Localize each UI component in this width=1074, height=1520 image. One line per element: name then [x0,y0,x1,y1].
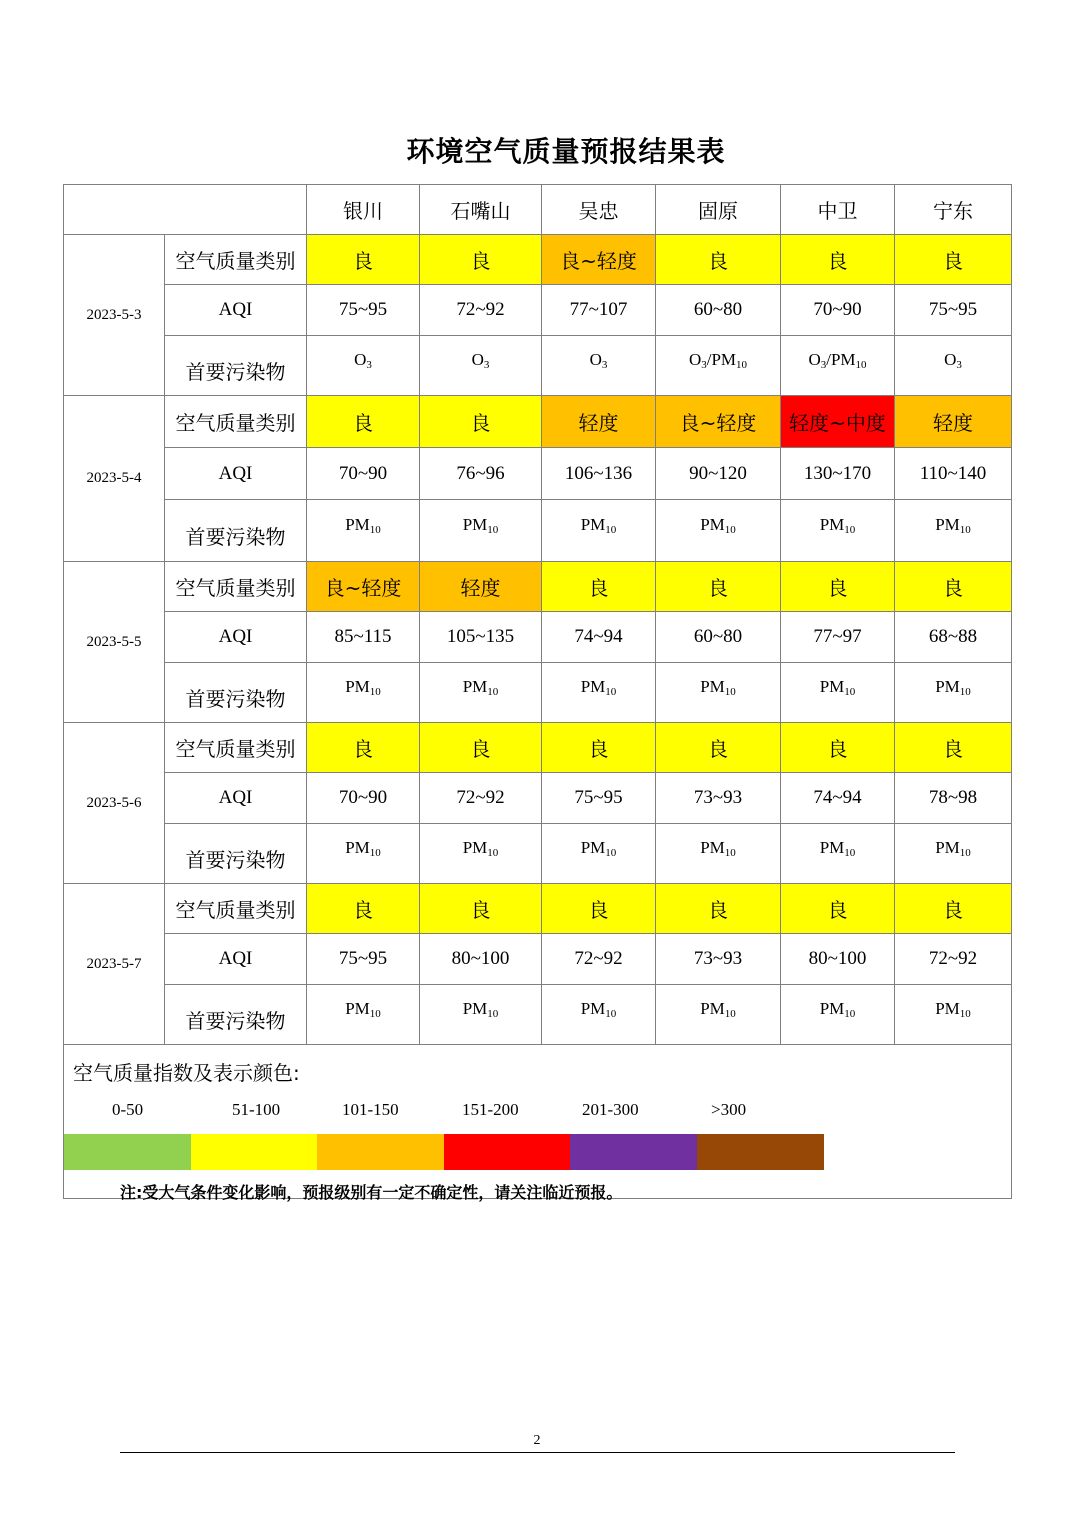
pollutant-sub: 3 [601,358,608,371]
category-cell: 良 [781,235,895,285]
aqi-cell: 72~92 [420,285,542,336]
legend-range-label: 0-50 [112,1100,144,1119]
category-row [64,396,1012,448]
pollutant-text [820,515,856,534]
legend-color-swatch [444,1134,571,1170]
pollutant-sub: 3 [820,358,827,371]
aqi-cell: 73~93 [656,773,781,824]
pollutant-main: PM [700,514,725,534]
pollutant-cell [307,336,420,396]
pollutant-cell [656,663,781,723]
pollutant-main: PM [580,837,606,857]
pollutant-label: 首要污染物 [165,985,307,1045]
pollutant-tail: /PM [826,349,856,369]
pollutant-sub: 10 [605,685,617,698]
pollutant-sub: 10 [844,685,856,698]
pollutant-sub: 3 [701,358,707,371]
aqi-cell: 105~135 [420,612,542,663]
pollutant-text [581,515,617,534]
pollutant-cell [420,663,542,723]
header-corner [64,185,307,235]
pollutant-cell [307,824,420,884]
pollutant-sub: 10 [369,846,381,859]
aqi-cell: 68~88 [895,612,1012,663]
pollutant-sub2: 10 [736,358,748,371]
legend-range-label: 151-200 [462,1100,519,1119]
pollutant-main: PM [580,676,606,696]
category-label: 空气质量类别 [165,235,307,285]
pollutant-main: PM [580,514,606,534]
pollutant-text [581,838,617,857]
aqi-cell: 70~90 [781,285,895,336]
aqi-row [64,612,1012,663]
pollutant-main: PM [345,837,370,857]
pollutant-sub: 10 [605,523,617,536]
pollutant-text [689,350,747,369]
pollutant-main: PM [700,998,725,1018]
pollutant-cell [895,985,1012,1045]
pollutant-sub: 10 [959,685,971,698]
category-cell: 良 [420,235,542,285]
pollutant-sub: 10 [487,523,499,536]
aqi-cell: 110~140 [895,448,1012,500]
pollutant-main: PM [935,676,960,696]
category-row [64,723,1012,773]
aqi-cell: 72~92 [895,934,1012,985]
pollutant-text [820,838,856,857]
pollutant-label: 首要污染物 [165,824,307,884]
pollutant-sub: 10 [959,523,971,536]
category-cell: 良 [420,723,542,773]
pollutant-text [345,677,381,696]
category-row [64,562,1012,612]
pollutant-cell [542,985,656,1045]
pollutant-label: 首要污染物 [165,336,307,396]
city-header: 银川 [307,185,420,235]
aqi-cell: 75~95 [542,773,656,824]
pollutant-sub: 10 [844,1007,856,1020]
pollutant-cell [781,500,895,562]
pollutant-label: 首要污染物 [165,663,307,723]
aqi-cell: 72~92 [542,934,656,985]
category-cell: 良~轻度 [656,396,781,448]
aqi-cell: 77~97 [781,612,895,663]
legend-color-swatch [570,1134,697,1170]
category-cell: 轻度~中度 [781,396,895,448]
category-cell: 良 [895,235,1012,285]
aqi-row [64,773,1012,824]
pollutant-text [808,350,866,369]
pollutant-main: PM [345,514,370,534]
pollutant-cell [420,824,542,884]
pollutant-text [581,677,617,696]
pollutant-row [64,500,1012,562]
pollutant-sub: 10 [724,523,736,536]
pollutant-text [700,515,736,534]
aqi-cell: 80~100 [781,934,895,985]
pollutant-main: O [471,349,484,369]
pollutant-main: PM [819,514,845,534]
header-row [64,185,1012,235]
aqi-row [64,285,1012,336]
category-cell: 良 [656,235,781,285]
pollutant-cell [420,500,542,562]
pollutant-text [700,677,736,696]
aqi-cell: 75~95 [307,934,420,985]
pollutant-cell [542,336,656,396]
pollutant-text [472,350,490,369]
pollutant-main: O [808,349,821,369]
pollutant-cell [656,500,781,562]
category-cell: 良 [542,884,656,934]
legend-color-swatch [191,1134,318,1170]
aqi-cell: 74~94 [542,612,656,663]
pollutant-sub: 10 [369,523,381,536]
aqi-cell: 85~115 [307,612,420,663]
pollutant-tail: /PM [706,349,737,369]
aqi-cell: 77~107 [542,285,656,336]
pollutant-main: PM [819,837,845,857]
pollutant-main: O [589,349,602,369]
pollutant-text [935,515,971,534]
date-cell: 2023-5-4 [64,396,165,562]
pollutant-row [64,336,1012,396]
pollutant-main: PM [700,676,725,696]
category-cell: 良 [307,723,420,773]
legend-color-swatch [64,1134,191,1170]
page-number: 2 [533,1433,541,1448]
city-header: 宁东 [895,185,1012,235]
category-cell: 良 [781,562,895,612]
legend-color-swatch [697,1134,824,1170]
aqi-cell: 60~80 [656,285,781,336]
category-cell: 良 [656,562,781,612]
aqi-cell: 90~120 [656,448,781,500]
pollutant-row [64,824,1012,884]
category-label: 空气质量类别 [165,562,307,612]
pollutant-main: PM [935,514,960,534]
date-cell: 2023-5-6 [64,723,165,884]
category-cell: 良 [420,884,542,934]
pollutant-cell [895,500,1012,562]
aqi-row [64,934,1012,985]
pollutant-sub: 10 [369,1007,381,1020]
pollutant-cell [656,985,781,1045]
pollutant-main: PM [462,514,488,534]
legend-cell [64,1045,1012,1199]
forecast-note: 注:受大气条件变化影响，预报级别有一定不确定性，请关注临近预报。 [120,1183,623,1202]
aqi-cell: 106~136 [542,448,656,500]
pollutant-sub: 10 [487,685,499,698]
pollutant-cell [895,336,1012,396]
aqi-cell: 70~90 [307,773,420,824]
pollutant-cell [656,824,781,884]
aqi-cell: 80~100 [420,934,542,985]
date-cell: 2023-5-5 [64,562,165,723]
city-header: 中卫 [781,185,895,235]
pollutant-main: O [354,349,367,369]
aqi-label: AQI [165,934,307,985]
pollutant-sub: 10 [487,1007,499,1020]
category-cell: 良 [307,396,420,448]
legend-range-label: >300 [711,1100,747,1119]
pollutant-text [345,999,381,1018]
category-row [64,235,1012,285]
pollutant-sub: 10 [369,685,381,698]
aqi-label: AQI [165,448,307,500]
pollutant-sub2: 10 [855,358,867,371]
pollutant-sub: 10 [724,846,736,859]
pollutant-label: 首要污染物 [165,500,307,562]
category-cell: 良 [656,723,781,773]
category-label: 空气质量类别 [165,723,307,773]
pollutant-main: PM [462,676,488,696]
pollutant-sub: 3 [366,358,372,371]
aqi-cell: 76~96 [420,448,542,500]
pollutant-text [820,999,856,1018]
pollutant-text [581,999,617,1018]
aqi-cell: 73~93 [656,934,781,985]
pollutant-cell [307,500,420,562]
pollutant-main: PM [580,998,606,1018]
category-label: 空气质量类别 [165,396,307,448]
pollutant-main: O [688,349,702,369]
pollutant-sub: 10 [605,846,617,859]
pollutant-main: O [944,349,957,369]
pollutant-cell [420,336,542,396]
pollutant-sub: 10 [724,685,736,698]
pollutant-cell [420,985,542,1045]
category-cell: 良 [895,884,1012,934]
pollutant-main: PM [935,998,960,1018]
category-cell: 良 [542,723,656,773]
pollutant-text [935,838,971,857]
pollutant-row [64,663,1012,723]
category-cell: 良 [781,723,895,773]
category-cell: 良~轻度 [307,562,420,612]
pollutant-cell [307,663,420,723]
date-cell: 2023-5-7 [64,884,165,1045]
pollutant-main: PM [462,837,488,857]
category-row [64,884,1012,934]
pollutant-text [345,515,381,534]
aqi-cell: 130~170 [781,448,895,500]
aqi-cell: 72~92 [420,773,542,824]
aqi-cell: 75~95 [307,285,420,336]
pollutant-text [463,838,499,857]
aqi-cell: 75~95 [895,285,1012,336]
aqi-cell: 60~80 [656,612,781,663]
legend-color-swatch [317,1134,444,1170]
legend-row [64,1045,1012,1199]
pollutant-cell [895,824,1012,884]
pollutant-main: PM [819,676,845,696]
pollutant-sub: 3 [956,358,962,371]
pollutant-cell [781,985,895,1045]
pollutant-text [463,999,499,1018]
pollutant-text [820,677,856,696]
category-cell: 良 [307,884,420,934]
pollutant-sub: 10 [605,1007,617,1020]
pollutant-cell [542,824,656,884]
category-cell: 轻度 [420,562,542,612]
pollutant-cell [781,336,895,396]
pollutant-sub: 10 [959,1007,971,1020]
category-cell: 良 [307,235,420,285]
pollutant-main: PM [345,998,370,1018]
category-cell: 轻度 [542,396,656,448]
pollutant-cell [307,985,420,1045]
pollutant-cell [781,663,895,723]
city-header: 石嘴山 [420,185,542,235]
date-cell: 2023-5-3 [64,235,165,396]
legend-range-label: 201-300 [582,1100,639,1119]
pollutant-cell [542,663,656,723]
aqi-label: AQI [165,285,307,336]
pollutant-cell [895,663,1012,723]
pollutant-text [700,999,736,1018]
pollutant-text [935,677,971,696]
category-label: 空气质量类别 [165,884,307,934]
pollutant-sub: 10 [724,1007,736,1020]
forecast-table [63,184,1012,1199]
pollutant-cell [781,824,895,884]
pollutant-sub: 10 [844,846,856,859]
pollutant-sub: 3 [483,358,490,371]
category-cell: 良 [895,723,1012,773]
category-cell: 良 [895,562,1012,612]
category-cell: 良~轻度 [542,235,656,285]
pollutant-text [590,350,608,369]
pollutant-cell [542,500,656,562]
pollutant-text [944,350,962,369]
page-title: 环境空气质量预报结果表 [406,135,726,168]
pollutant-main: PM [462,998,488,1018]
pollutant-main: PM [345,676,370,696]
category-cell: 良 [542,562,656,612]
pollutant-cell [656,336,781,396]
legend-title: 空气质量指数及表示颜色: [73,1061,300,1085]
footer-divider [120,1452,955,1453]
pollutant-main: PM [700,837,725,857]
aqi-label: AQI [165,612,307,663]
pollutant-text [345,838,381,857]
pollutant-text [935,999,971,1018]
pollutant-row [64,985,1012,1045]
aqi-label: AQI [165,773,307,824]
legend-range-label: 51-100 [232,1100,281,1119]
category-cell: 良 [420,396,542,448]
pollutant-text [463,677,499,696]
city-header: 吴忠 [542,185,656,235]
pollutant-main: PM [819,998,845,1018]
pollutant-sub: 10 [487,846,499,859]
pollutant-sub: 10 [844,523,856,536]
pollutant-text [354,350,372,369]
aqi-cell: 74~94 [781,773,895,824]
category-cell: 良 [656,884,781,934]
pollutant-text [700,838,736,857]
aqi-row [64,448,1012,500]
aqi-cell: 70~90 [307,448,420,500]
category-cell: 轻度 [895,396,1012,448]
pollutant-main: PM [935,837,960,857]
aqi-cell: 78~98 [895,773,1012,824]
pollutant-text [463,515,499,534]
category-cell: 良 [781,884,895,934]
city-header: 固原 [656,185,781,235]
pollutant-sub: 10 [959,846,971,859]
legend-range-label: 101-150 [342,1100,399,1119]
